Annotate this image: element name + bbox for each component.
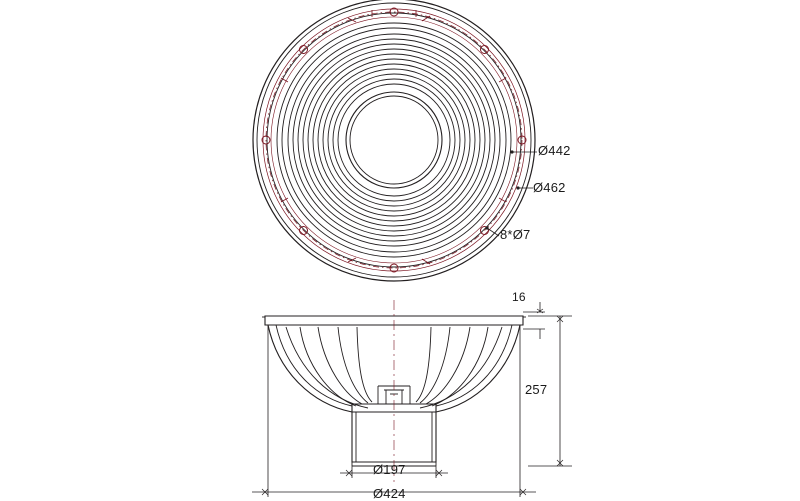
side-view-dimension-lines (252, 302, 572, 497)
front-view-geometry (253, 0, 535, 281)
dim-label-overall-depth: 257 (525, 382, 548, 397)
dim-label-basket-diameter: Ø462 (533, 180, 566, 195)
side-view-geometry (262, 300, 526, 482)
dim-label-mounting-hole-circle-diameter: Ø424 (373, 486, 406, 501)
dim-label-mounting-holes: 8*Ø7 (500, 227, 531, 242)
dim-label-flange-thickness: 16 (512, 290, 526, 304)
dim-label-magnet-diameter: Ø197 (373, 462, 406, 477)
dim-label-outer-flange-diameter: Ø442 (538, 143, 571, 158)
